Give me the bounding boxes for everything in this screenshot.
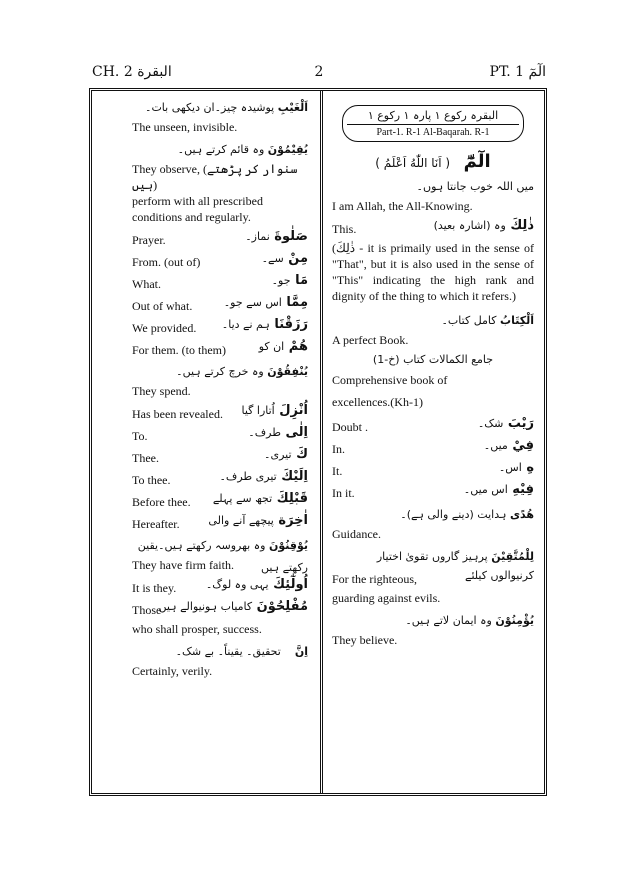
page-number: 2 [314,64,324,80]
vocab-row: Hereafter. اٰخِرَة پیچھے آنے والی [132,513,308,531]
entry-yuqimun [132,139,308,161]
right-column [332,97,534,648]
vocab-row: For them. (to them) هُمْ ان کو [132,339,308,357]
entry-ghaib [132,97,308,119]
vocab-row: We provided. رَزَقْنَا ہم نے دیا۔ [132,317,308,335]
english-meaning: perform with all prescribed [132,194,263,208]
english-meaning: Certainly, verily. [132,664,213,678]
ruku-title-urdu: البقرہ رکوع ۱ پارہ ۱ رکوع ۱ [347,109,519,125]
entry-alif-lam-mim: الٓمّٓ ( اَنَا اللّٰهُ اَعْلَمُ ) [375,151,491,172]
ruku-title-english: Part-1. R-1 Al-Baqarah. R-1 [376,127,490,138]
vocab-row: To thee. اِلَيْكَ تیری طرف۔ [132,469,308,487]
arabic-word: اَلْغَيْبِ [277,101,308,114]
english-meaning: They spend. [132,384,191,398]
english-meaning: Guidance. [332,527,381,541]
english-meaning: They have firm faith. [132,558,234,572]
dhalika-note: (ذٰلِكَ - it is primaily used in the sense of "That", but it is also used in the sense of "This" indicating the high rank and dignity of the thing to which it refers.) [332,241,534,303]
urdu-meaning: پوشیدہ چیز۔ان دیکھی بات۔ [145,101,275,114]
vocab-row: To. اِلٰى طرف۔ [132,425,308,443]
english-meaning: Comprehensive book of [332,373,448,387]
vocab-row: In. فِيْ میں۔ [332,438,534,456]
vocab-row: For the righteous, کرنیوالوں کیلئے [332,569,534,586]
vocab-row: Those مُفْلِحُوْنَ کامیاب ہونیوالے ہیں [132,599,308,617]
english-meaning: guarding against evils. [332,591,441,605]
vocab-row: Out of what. مِمَّا اس سے جو۔ [132,295,308,313]
entry-huda: هُدًى ہدایت (دینے والی ہے)۔ [400,508,534,521]
vocab-row: In it. فِيْهِ اس میں۔ [332,482,534,500]
page-frame [89,88,547,796]
arabic-word: يُقِيْمُوْنَ [267,143,308,156]
vocab-row: Doubt . رَيْبَ شک۔ [332,416,534,434]
english-meaning: who shall prosper, success. [132,622,262,636]
entry-yunfiqun: يُنْفِقُوْنَ وہ خرچ کرتے ہیں۔ [176,365,308,378]
vocab-row: This. ذٰلِكَ وہ (اشارہ بعید) [332,218,534,236]
entry-muttaqin: لِلْمُتَّقِيْنَ پرہیز گاروں تقویٰ اختیار [376,550,534,563]
vocab-row: Thee. كَ تیری۔ [132,447,308,465]
english-meaning: I am Allah, the All-Knowing. [332,199,473,213]
ruku-title-box [342,105,524,142]
column-divider [320,91,323,793]
urdu-meaning: وہ قائم کرتے ہیں۔ [177,143,265,156]
vocab-row: Prayer. صَلٰوةَ نماز۔ [132,229,308,247]
vocab-row: From. (out of) مِنْ سے۔ [132,251,308,269]
entry-inna: اِنَّ تحقیق۔ یقیناً۔ بے شک۔ [175,645,308,658]
english-meaning: They believe. [332,633,398,647]
english-meaning: They observe, (سنوار کر پڑھتے ہیں) [132,162,298,192]
vocab-row: It is they. اُولٰٓئِكَ یہی وہ لوگ۔ [132,577,308,595]
entry-kitab: اَلْكِتَابُ کامل کتاب۔ [441,314,534,327]
urdu-meaning: میں اللہ خوب جانتا ہوں۔ [416,180,534,193]
entry-yuminun: يُؤْمِنُوْنَ وہ ایمان لاتے ہیں۔ [405,614,534,627]
part-label: PT. 1 الٓمٓ [489,64,546,80]
vocab-row: Has been revealed. اُنْزِلَ اُتارا گیا [132,403,308,421]
chapter-label: CH. 2 البقرة [92,64,172,80]
vocab-row: It. هِ اس۔ [332,460,534,478]
page-header [92,62,546,84]
english-meaning: conditions and regularly. [132,210,251,224]
english-meaning: A perfect Book. [332,333,409,347]
left-column [132,97,308,679]
vocab-row: What. مَا جو۔ [132,273,308,291]
english-meaning: The unseen, invisible. [132,120,238,134]
entry-yuqinun: يُوْقِنُوْنَ وہ بھروسہ رکھتے ہیں۔یقین رکھتے ہیں [137,539,308,574]
khulasa-note: جامع الکمالات کتاب (خ-1) [372,353,494,366]
vocab-row: Before thee. قَبْلِكَ تجھ سے پہلے [132,491,308,509]
english-meaning: excellences.(Kh-1) [332,395,423,409]
